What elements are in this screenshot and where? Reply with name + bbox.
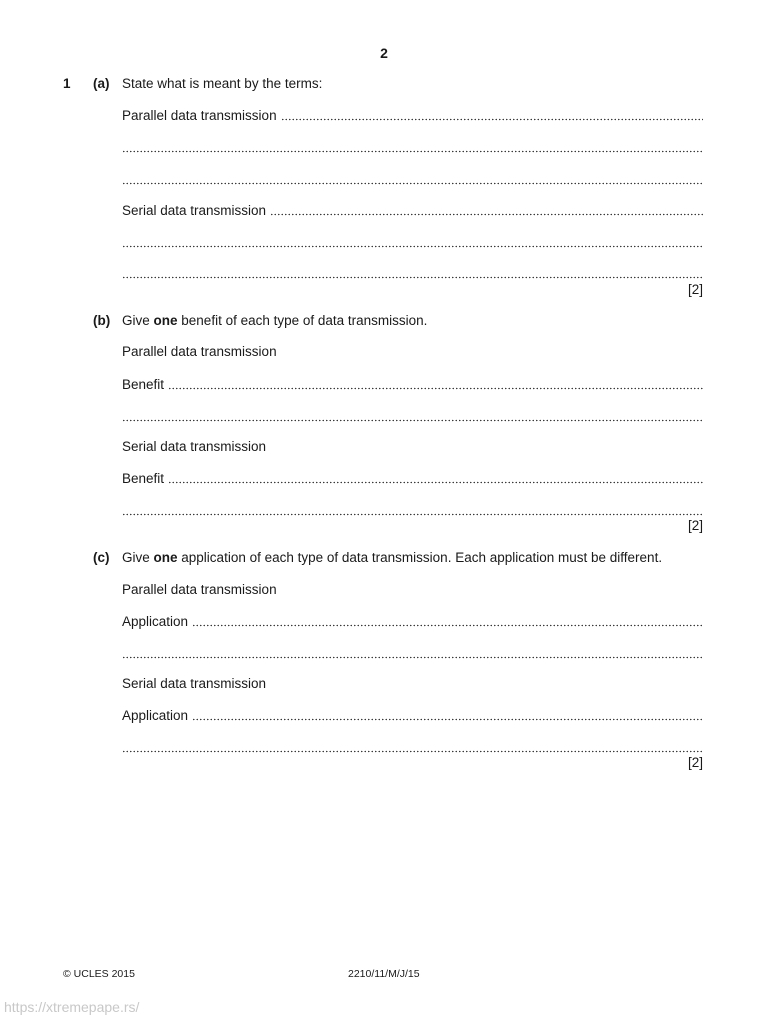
dotted-leader — [122, 741, 703, 753]
dotted-leader — [122, 267, 703, 279]
dotted-leader — [122, 504, 703, 516]
paper-code: 2210/11/M/J/15 — [348, 968, 420, 980]
application-label: Application — [122, 614, 189, 629]
benefit-label: Benefit — [122, 471, 165, 486]
answer-line[interactable] — [122, 643, 703, 661]
dotted-leader — [270, 204, 703, 216]
dotted-leader — [122, 647, 703, 659]
answer-line-parallel-definition[interactable] — [122, 105, 703, 123]
dotted-leader — [192, 709, 703, 721]
dotted-leader — [168, 378, 703, 390]
application-label: Application — [122, 708, 189, 723]
watermark-url: https://xtremepape.rs/ — [4, 999, 140, 1015]
answer-line[interactable] — [122, 500, 703, 518]
answer-line[interactable] — [122, 232, 703, 250]
part-a-prompt: State what is meant by the terms: — [122, 76, 323, 91]
answer-line-serial-definition[interactable] — [122, 200, 703, 218]
marks-a: [2] — [687, 282, 703, 297]
answer-line[interactable] — [122, 169, 703, 187]
heading-serial: Serial data transmission — [122, 439, 267, 454]
answer-line[interactable] — [122, 263, 703, 281]
marks-c: [2] — [687, 755, 703, 770]
answer-line-application-serial[interactable] — [122, 705, 703, 723]
dotted-leader — [168, 472, 703, 484]
answer-line[interactable] — [122, 137, 703, 155]
heading-parallel: Parallel data transmission — [122, 344, 277, 359]
answer-line-benefit-parallel[interactable] — [122, 374, 703, 392]
marks-b: [2] — [687, 518, 703, 533]
benefit-label: Benefit — [122, 377, 165, 392]
part-c-prompt: Give one application of each type of data transmission. Each application must be different. — [122, 550, 663, 565]
heading-serial: Serial data transmission — [122, 676, 267, 691]
term-parallel: Parallel data transmission — [122, 108, 277, 123]
term-serial: Serial data transmission — [122, 203, 267, 218]
answer-line-benefit-serial[interactable] — [122, 468, 703, 486]
heading-parallel: Parallel data transmission — [122, 582, 277, 597]
dotted-leader — [122, 141, 703, 153]
answer-line[interactable] — [122, 406, 703, 424]
page-number: 2 — [380, 45, 388, 61]
copyright: © UCLES 2015 — [63, 968, 135, 980]
dotted-leader — [192, 615, 703, 627]
dotted-leader — [122, 236, 703, 248]
question-number: 1 — [63, 76, 71, 91]
dotted-leader — [122, 410, 703, 422]
part-b-prompt: Give one benefit of each type of data transmission. — [122, 313, 428, 328]
answer-line-application-parallel[interactable] — [122, 611, 703, 629]
answer-line[interactable] — [122, 737, 703, 755]
part-a-label: (a) — [93, 76, 110, 91]
dotted-leader — [281, 109, 703, 121]
part-c-label: (c) — [93, 550, 110, 565]
part-b-label: (b) — [93, 313, 111, 328]
dotted-leader — [122, 173, 703, 185]
